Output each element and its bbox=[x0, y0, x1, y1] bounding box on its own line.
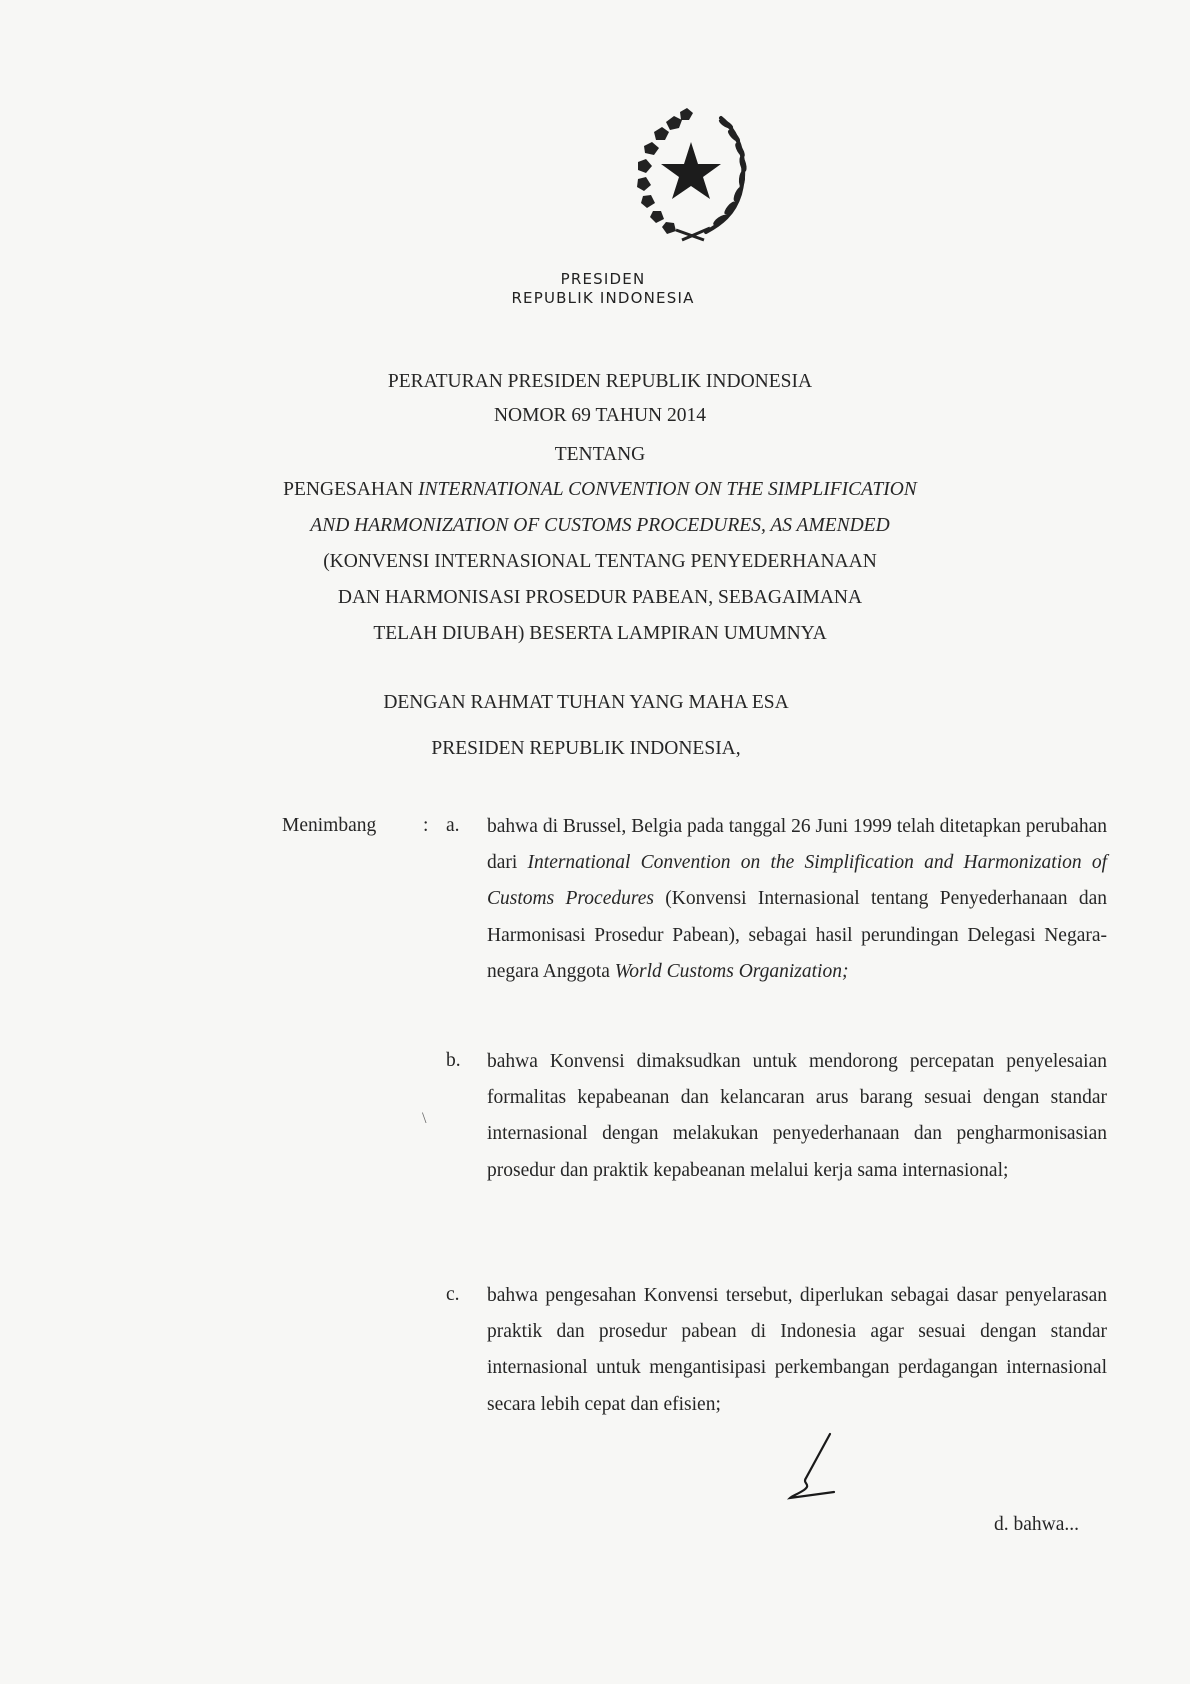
subject-prefix: PENGESAHAN bbox=[283, 479, 414, 500]
menimbang-label: Menimbang bbox=[282, 815, 377, 836]
menimbang-item-a bbox=[487, 809, 1107, 990]
item-letter-b: b. bbox=[446, 1050, 461, 1071]
scan-mark: \ bbox=[422, 1110, 427, 1127]
item-a-text-2: (Konvensi Internasional tentang Penyederhanaan dan Harmonisasi Prosedur Pabean), sebagai hasil perundingan Delegasi Negara-negara Anggota bbox=[487, 888, 1107, 982]
menimbang-item-b: bahwa Konvensi dimaksudkan untuk mendorong percepatan penyelesaian formalitas kepabeanan dan kelancaran arus barang sesuai dengan standar internasional dengan melakukan penyederhanaan dan pengharmonisasian prosedur dan praktik kepabeanan melalui kerja sama internasional; bbox=[487, 1051, 1107, 1181]
continuation-marker: d. bahwa... bbox=[994, 1514, 1080, 1535]
preamble-presiden: PRESIDEN REPUBLIK INDONESIA, bbox=[431, 738, 741, 759]
item-letter-a: a. bbox=[446, 815, 460, 836]
item-a-text-1: bahwa di Brussel, Belgia pada tanggal 26 Juni 1999 telah ditetapkan perubahan dari bbox=[487, 816, 1107, 874]
regulation-subject-line-3: (KONVENSI INTERNASIONAL TENTANG PENYEDERHANAAN bbox=[323, 551, 877, 572]
item-a-italic-2: World Customs Organization; bbox=[614, 960, 849, 982]
regulation-tentang: TENTANG bbox=[554, 444, 646, 465]
subject-italic-2: AND HARMONIZATION OF CUSTOMS PROCEDURES, AS AMENDED bbox=[310, 515, 890, 536]
menimbang-item-c: bahwa pengesahan Konvensi tersebut, diperlukan sebagai dasar penyelarasan praktik dan prosedur pabean di Indonesia agar sesuai dengan standar internasional untuk mengantisipasi perkembangan perdagangan internasional secara lebih cepat dan efisien; bbox=[487, 1285, 1107, 1415]
regulation-subject-line-1 bbox=[0, 472, 1190, 508]
paraf-signature-icon bbox=[786, 1430, 846, 1500]
preamble-rahmat: DENGAN RAHMAT TUHAN YANG MAHA ESA bbox=[383, 692, 789, 713]
regulation-subject-line-4: DAN HARMONISASI PROSEDUR PABEAN, SEBAGAIMANA bbox=[337, 587, 863, 608]
regulation-subject-line-5: TELAH DIUBAH) BESERTA LAMPIRAN UMUMNYA bbox=[373, 623, 827, 644]
item-a-italic-1: International Convention on the Simplification and Harmonization of Customs Procedures bbox=[487, 852, 1107, 910]
regulation-subject-line-2 bbox=[0, 508, 1190, 544]
regulation-title: PERATURAN PRESIDEN REPUBLIK INDONESIA bbox=[387, 371, 813, 392]
menimbang-colon: : bbox=[423, 815, 429, 836]
item-letter-c: c. bbox=[446, 1284, 460, 1305]
letterhead-presiden: PRESIDEN bbox=[560, 270, 646, 288]
letterhead-republik-indonesia: REPUBLIK INDONESIA bbox=[511, 289, 695, 307]
subject-italic-1: INTERNATIONAL CONVENTION ON THE SIMPLIFICATION bbox=[418, 479, 917, 500]
regulation-number: NOMOR 69 TAHUN 2014 bbox=[493, 405, 707, 426]
presidential-seal-star-icon bbox=[626, 104, 756, 244]
